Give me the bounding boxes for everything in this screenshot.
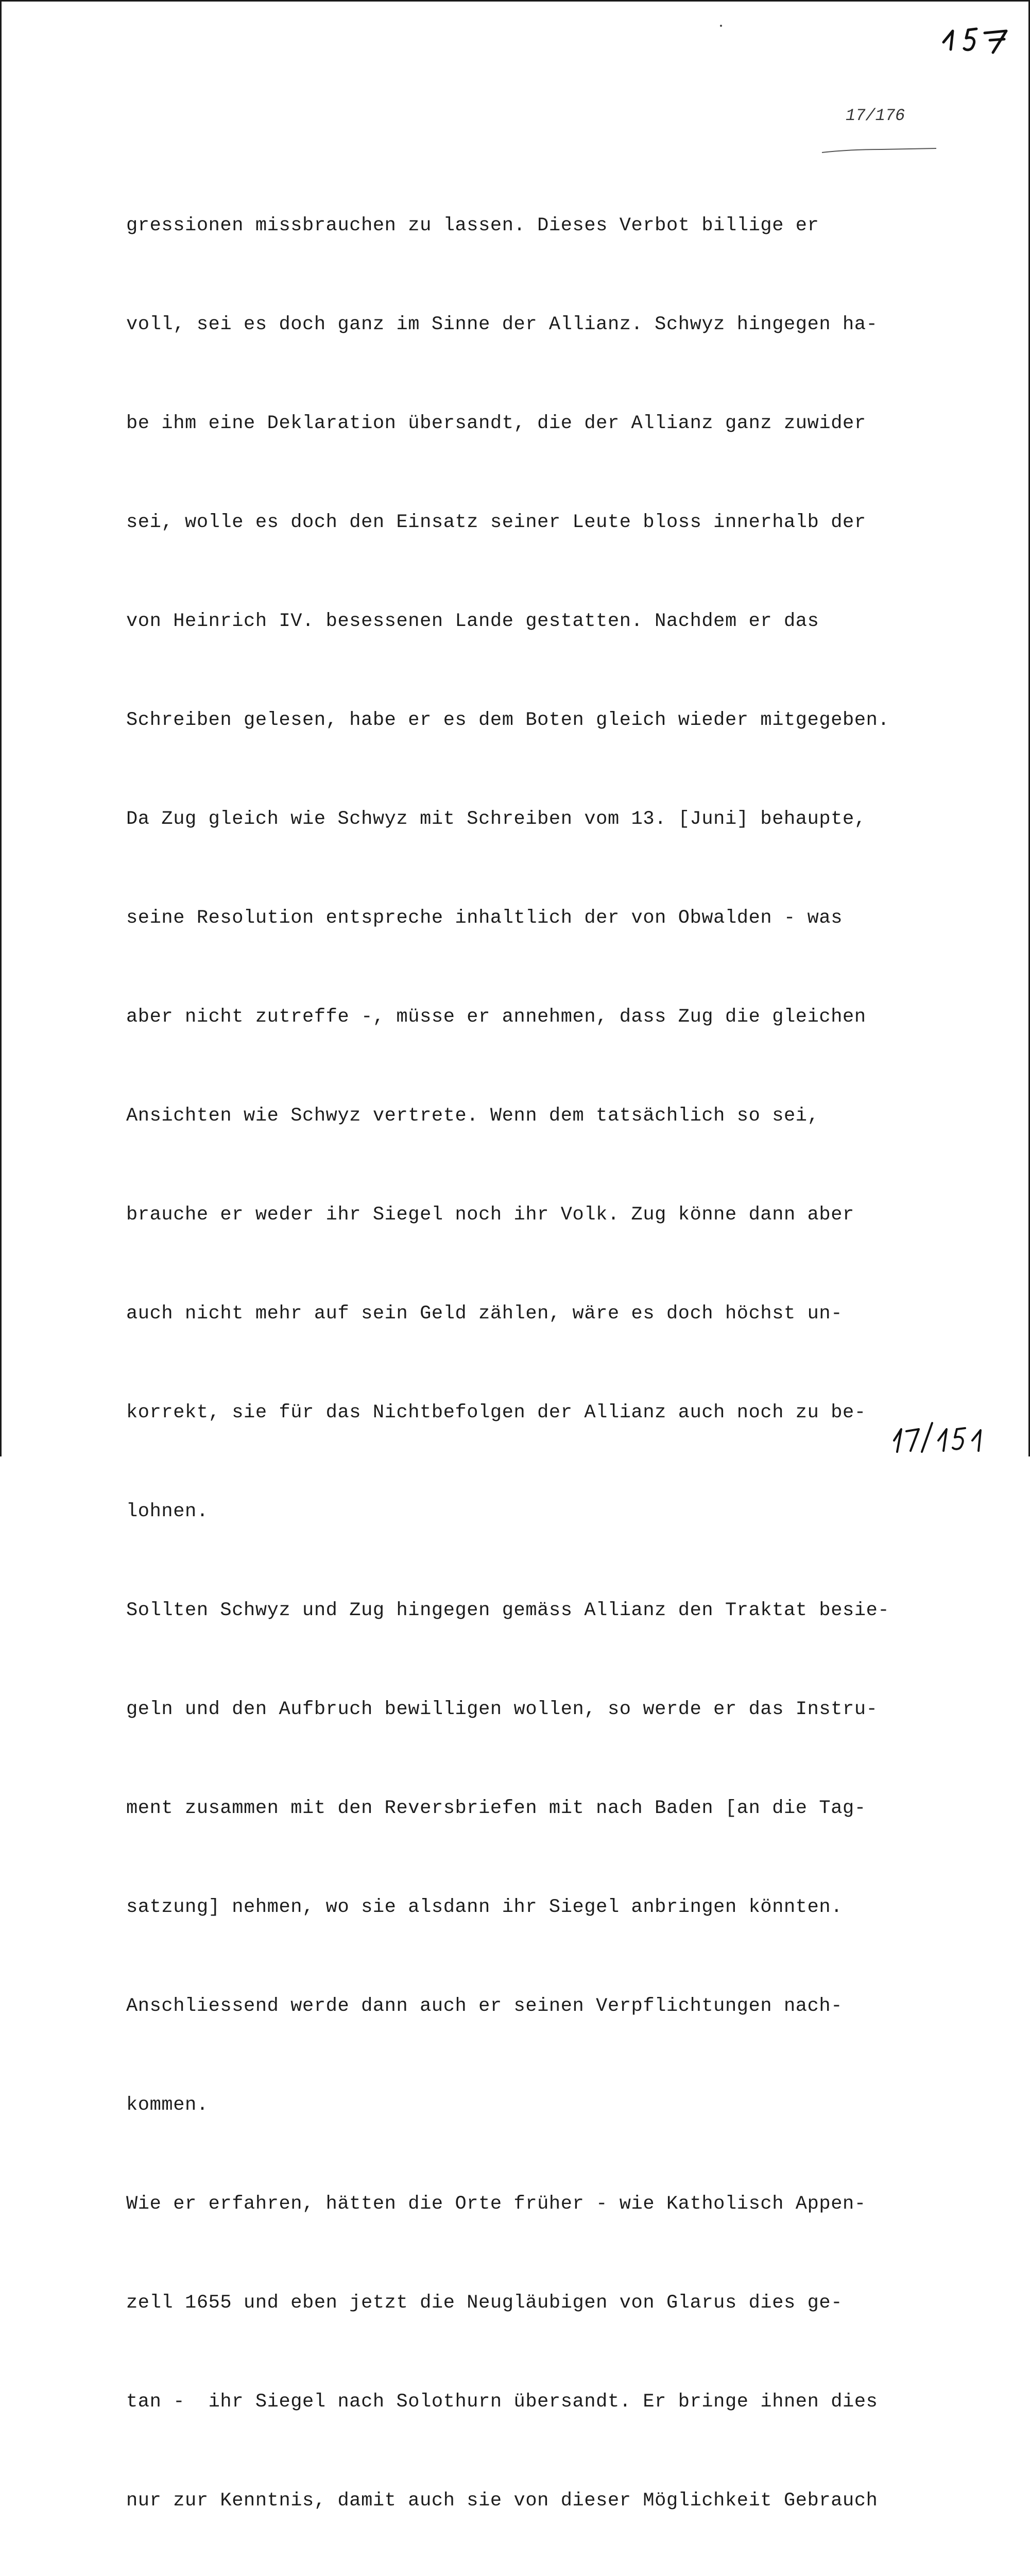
text-line: seine Resolution entspreche inhaltlich der von Obwalden - was	[126, 907, 843, 929]
text-line: Wie er erfahren, hätten die Orte früher - wie Katholisch Appen-	[126, 2193, 866, 2215]
text-line: aber nicht zutreffe -, müsse er annehmen, dass Zug die gleichen	[126, 1006, 866, 1028]
text-line: geln und den Aufbruch bewilligen wollen, so werde er das Instru-	[126, 1699, 878, 1720]
text-line: zell 1655 und eben jetzt die Neugläubigen von Glarus dies ge-	[126, 2292, 843, 2314]
text-line: Da Zug gleich wie Schwyz mit Schreiben vom 13. [Juni] behaupte,	[126, 808, 866, 830]
text-line: Ansichten wie Schwyz vertrete. Wenn dem tatsächlich so sei,	[126, 1105, 819, 1127]
text-line: sei, wolle es doch den Einsatz seiner Leute bloss innerhalb der	[126, 512, 866, 533]
text-line: satzung] nehmen, wo sie alsdann ihr Siegel anbringen könnten.	[126, 1896, 843, 1918]
text-line: tan - ihr Siegel nach Solothurn übersandt. Er bringe ihnen dies	[126, 2391, 878, 2413]
text-line: Schreiben gelesen, habe er es dem Boten gleich wieder mitgegeben.	[126, 709, 890, 731]
typed-body-text	[126, 143, 950, 2576]
scan-border-left	[0, 0, 2, 1456]
text-line: lohnen.	[126, 1501, 209, 1522]
scan-border-top	[0, 0, 1030, 2]
handwritten-folio-number	[940, 23, 1014, 56]
text-line: Anschliessend werde dann auch er seinen Verpflichtungen nach-	[126, 1995, 843, 2017]
text-line: be ihm eine Deklaration übersandt, die der Allianz ganz zuwider	[126, 413, 866, 434]
text-line: auch nicht mehr auf sein Geld zählen, wäre es doch höchst un-	[126, 1303, 843, 1325]
typed-page-number: 17/176	[846, 106, 905, 125]
text-line: voll, sei es doch ganz im Sinne der Allianz. Schwyz hingegen ha-	[126, 314, 878, 335]
text-line: gressionen missbrauchen zu lassen. Dieses Verbot billige er	[126, 215, 819, 236]
text-line: Sollten Schwyz und Zug hingegen gemäss Allianz den Traktat besie-	[126, 1600, 890, 1621]
text-line: von Heinrich IV. besessenen Lande gestatten. Nachdem er das	[126, 611, 819, 632]
scan-speck	[720, 25, 722, 27]
text-line: ment zusammen mit den Reversbriefen mit nach Baden [an die Tag-	[126, 1798, 866, 1819]
text-line: brauche er weder ihr Siegel noch ihr Volk. Zug könne dann aber	[126, 1204, 854, 1226]
handwritten-footer-number	[890, 1420, 991, 1454]
text-line: kommen.	[126, 2094, 209, 2116]
text-line: korrekt, sie für das Nichtbefolgen der Allianz auch noch zu be-	[126, 1402, 866, 1423]
text-line: nur zur Kenntnis, damit auch sie von dieser Möglichkeit Gebrauch	[126, 2490, 878, 2512]
